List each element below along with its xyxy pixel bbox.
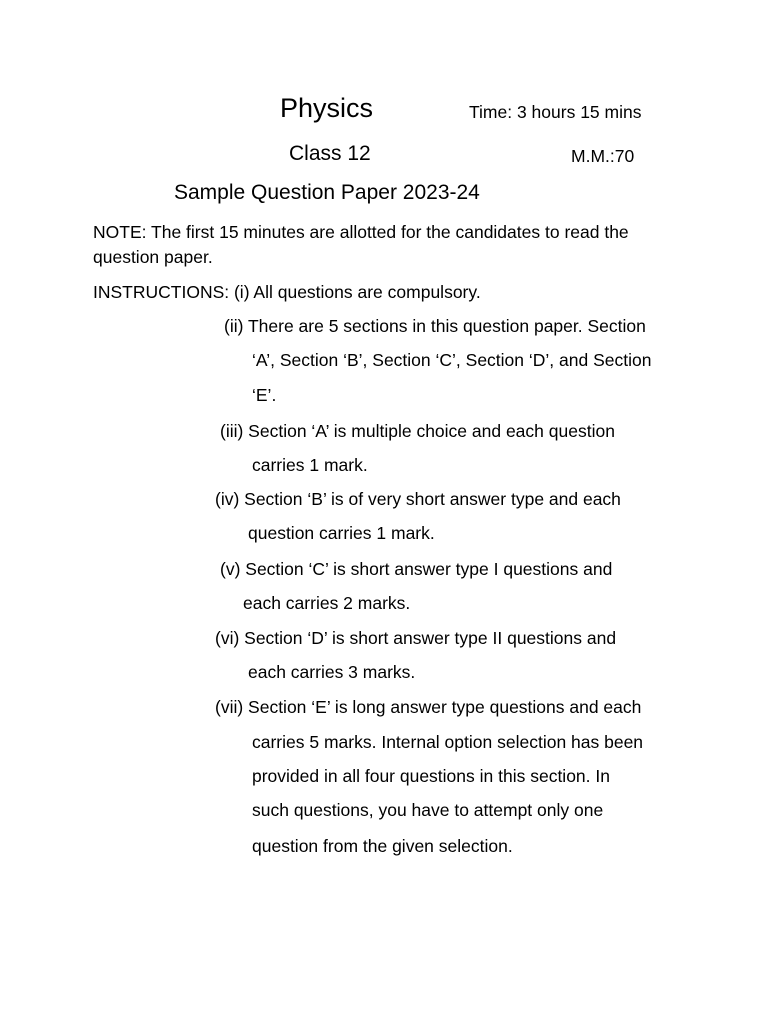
instruction-iii: (iii) Section ‘A’ is multiple choice and each question: [220, 421, 615, 441]
instruction-vii-cont: such questions, you have to attempt only one: [252, 800, 604, 820]
note-line: question paper.: [93, 247, 213, 267]
instruction-iv-cont: question carries 1 mark.: [248, 523, 435, 543]
instruction-iv: (iv) Section ‘B’ is of very short answer type and each: [215, 489, 621, 509]
instruction-vii-cont: provided in all four questions in this section. In: [252, 766, 610, 786]
instruction-iii-cont: carries 1 mark.: [252, 455, 368, 475]
subject-title: Physics: [280, 93, 374, 123]
time-duration: Time: 3 hours 15 mins: [469, 102, 642, 122]
instruction-vi: (vi) Section ‘D’ is short answer type II questions and: [215, 628, 617, 648]
note-line: NOTE: The first 15 minutes are allotted for the candidates to read the: [93, 222, 629, 242]
instruction-ii: (ii) There are 5 sections in this question paper. Section: [224, 316, 646, 336]
instruction-vii: (vii) Section ‘E’ is long answer type questions and each: [215, 697, 642, 717]
instruction-vi-cont: each carries 3 marks.: [248, 662, 416, 682]
class-label: Class 12: [289, 142, 371, 165]
instruction-ii-cont: ‘E’.: [252, 385, 277, 405]
instruction-v: (v) Section ‘C’ is short answer type I questions and: [220, 559, 613, 579]
instruction-v-cont: each carries 2 marks.: [243, 593, 411, 613]
instruction-vii-cont: question from the given selection.: [252, 836, 513, 856]
instruction-ii-cont: ‘A’, Section ‘B’, Section ‘C’, Section ‘D’, and Section: [252, 350, 652, 370]
paper-title: Sample Question Paper 2023-24: [174, 181, 480, 204]
instruction-i: INSTRUCTIONS: (i) All questions are compulsory.: [93, 282, 481, 302]
instruction-vii-cont: carries 5 marks. Internal option selection has been: [252, 732, 644, 752]
max-marks: M.M.:70: [571, 146, 635, 166]
